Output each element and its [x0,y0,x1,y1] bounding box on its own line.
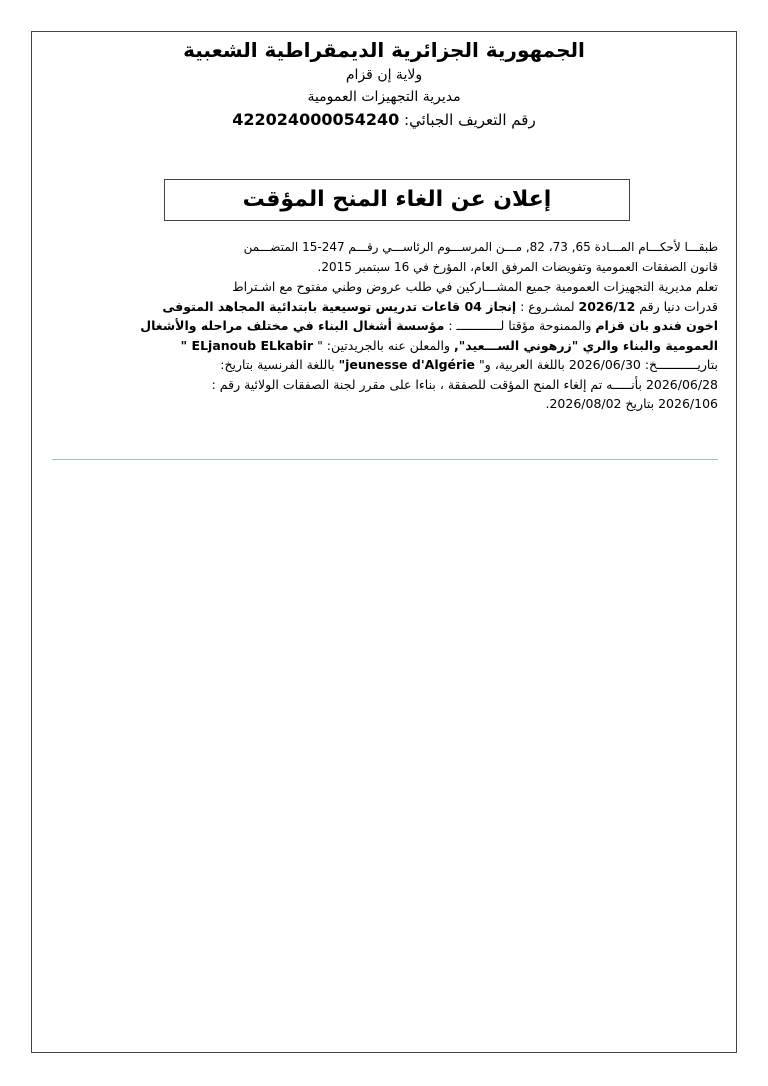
tax-id-line [32,108,736,132]
body-line-3: تعلم مديرية التجهيزات العمومية جميع المشـــاركين في طلب عروض وطني مفتوح مع اشـتراط [232,279,718,294]
body-line-4-part-a: قدرات دنيا رقم [639,298,718,314]
body-line-8: 2026/06/28 بأنـــــه تم إلغاء المنح المؤقت للصفقة ، بناءا على مقرر لجنة الصفقات الولائية رقم : [211,376,718,392]
tax-id-label: رقم التعريف الجبائي: [404,111,536,129]
body-line-7 [52,355,718,375]
contractor-name: مؤسسة أشغال البناء في مختلف مراحله والأشغال [140,318,445,333]
project-location: اخون فندو بان قزام [595,318,718,333]
directorate-name: مديرية التجهيزات العمومية [307,89,461,105]
newspaper-1: ELjanoub ELkabir " [180,337,314,353]
announcement-title-box [164,179,630,221]
body-line-5 [52,316,718,336]
contractor-name-cont: العمومية والبناء والري "زرهوني الســـعيد", [453,337,718,353]
announcement-title: إعلان عن الغاء المنح المؤقت [242,187,552,212]
announcement-body [52,238,718,414]
body-line-7-part-a: بتاريـــــــــــخ: 2026/06/30 باللغة العربية، و" [478,357,718,372]
republic-heading: الجمهورية الجزائرية الديمقراطية الشعبية [183,38,585,62]
body-line-1: طبقـــا لأحكـــام المـــادة 65, 73، 82, مـــن المرســـوم الرئاســـي رقـــم 247-15 المتضـــمن [243,240,718,254]
body-line-9: 2026/106 بتاريخ 2026/08/02. [545,396,718,411]
wilaya-name: ولاية إن قزام [345,67,423,83]
body-line-2: قانون الصفقات العمومية وتفويضات المرفق العام، المؤرخ في 16 سبتمبر 2015. [317,259,718,274]
body-line-7-part-c: باللغة الفرنسية بتاريخ: [220,357,335,372]
body-line-4-part-c: لمشـروع : [520,298,575,314]
tender-number: 2026/12 [578,298,636,314]
letterhead [32,36,736,132]
newspaper-2: jeunesse d'Algérie" [338,357,475,372]
tax-id-value: 422024000054240 [232,110,400,129]
body-line-5-part-b: والممنوحة مؤقتا لــــــــــــ : [448,318,592,333]
project-name: إنجاز 04 قاعات تدريس توسيعية بابتدائية المجاهد المتوفى [162,298,517,314]
body-line-4 [52,297,718,317]
body-line-6-part-b: والمعلن عنه بالجريدتين: " [317,337,450,353]
body-line-6 [52,336,718,356]
body-underline [52,459,718,460]
